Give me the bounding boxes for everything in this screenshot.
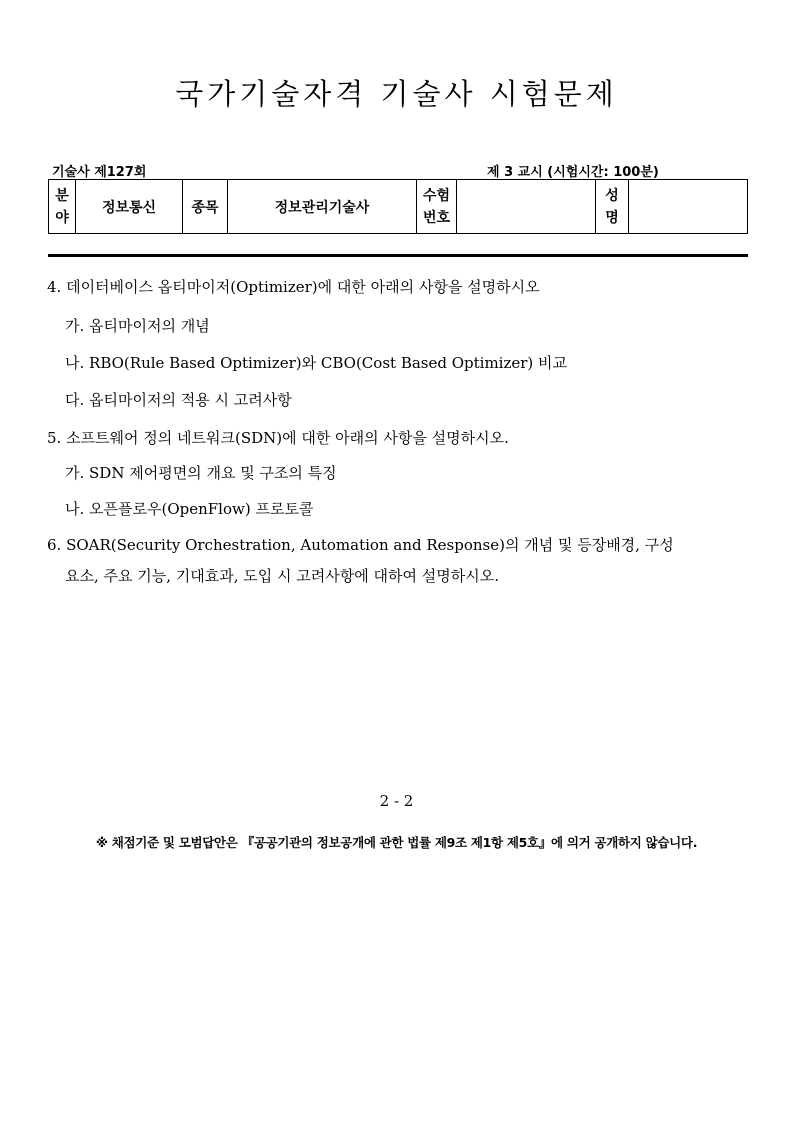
page-number: 2 - 2 <box>379 792 414 810</box>
question-5: 5. 소프트웨어 정의 네트워크(SDN)에 대한 아래의 사항을 설명하시오. <box>47 429 509 447</box>
field-label-top: 분 <box>55 187 69 204</box>
category-value: 정보관리기술사 <box>228 180 417 234</box>
field-label-cell <box>49 180 76 234</box>
question-4-b: 나. RBO(Rule Based Optimizer)와 CBO(Cost Based Optimizer) 비교 <box>65 354 568 372</box>
exam-number-field[interactable] <box>457 180 596 234</box>
exam-round: 기술사 제127회 <box>52 165 147 180</box>
question-6: 6. SOAR(Security Orchestration, Automation and Response)의 개념 및 등장배경, 구성 <box>47 536 674 554</box>
exam-title: 국가기술자격 기술사 시험문제 <box>175 77 618 111</box>
question-4: 4. 데이터베이스 옵티마이저(Optimizer)에 대한 아래의 사항을 설명하시오 <box>47 278 540 296</box>
question-6-continued: 요소, 주요 기능, 기대효과, 도입 시 고려사항에 대하여 설명하시오. <box>65 567 499 585</box>
question-5-a: 가. SDN 제어평면의 개요 및 구조의 특징 <box>65 464 337 482</box>
name-label-bottom: 명 <box>605 209 619 226</box>
question-4-c: 다. 옵티마이저의 적용 시 고려사항 <box>65 391 292 409</box>
question-5-b: 나. 오픈플로우(OpenFlow) 프로토콜 <box>65 500 314 518</box>
exam-number-label-cell <box>417 180 457 234</box>
field-value: 정보통신 <box>76 180 183 234</box>
question-4-a: 가. 옵티마이저의 개념 <box>65 317 210 335</box>
name-field[interactable] <box>629 180 748 234</box>
name-label-top: 성 <box>605 187 619 204</box>
exam-info-table <box>48 179 748 234</box>
exam-number-label-bottom: 번호 <box>422 209 451 226</box>
session-info: 제 3 교시 (시험시간: 100분) <box>487 165 659 180</box>
header-divider <box>48 254 748 257</box>
exam-number-label-top: 수험 <box>422 187 451 204</box>
name-label-cell <box>596 180 629 234</box>
field-label-bottom: 야 <box>55 209 69 226</box>
exam-info-row <box>49 180 748 234</box>
category-label: 종목 <box>183 180 228 234</box>
disclosure-notice: ※ 채점기준 및 모범답안은 『공공기관의 정보공개에 관한 법률 제9조 제1항 제5호』에 의거 공개하지 않습니다. <box>95 835 698 850</box>
